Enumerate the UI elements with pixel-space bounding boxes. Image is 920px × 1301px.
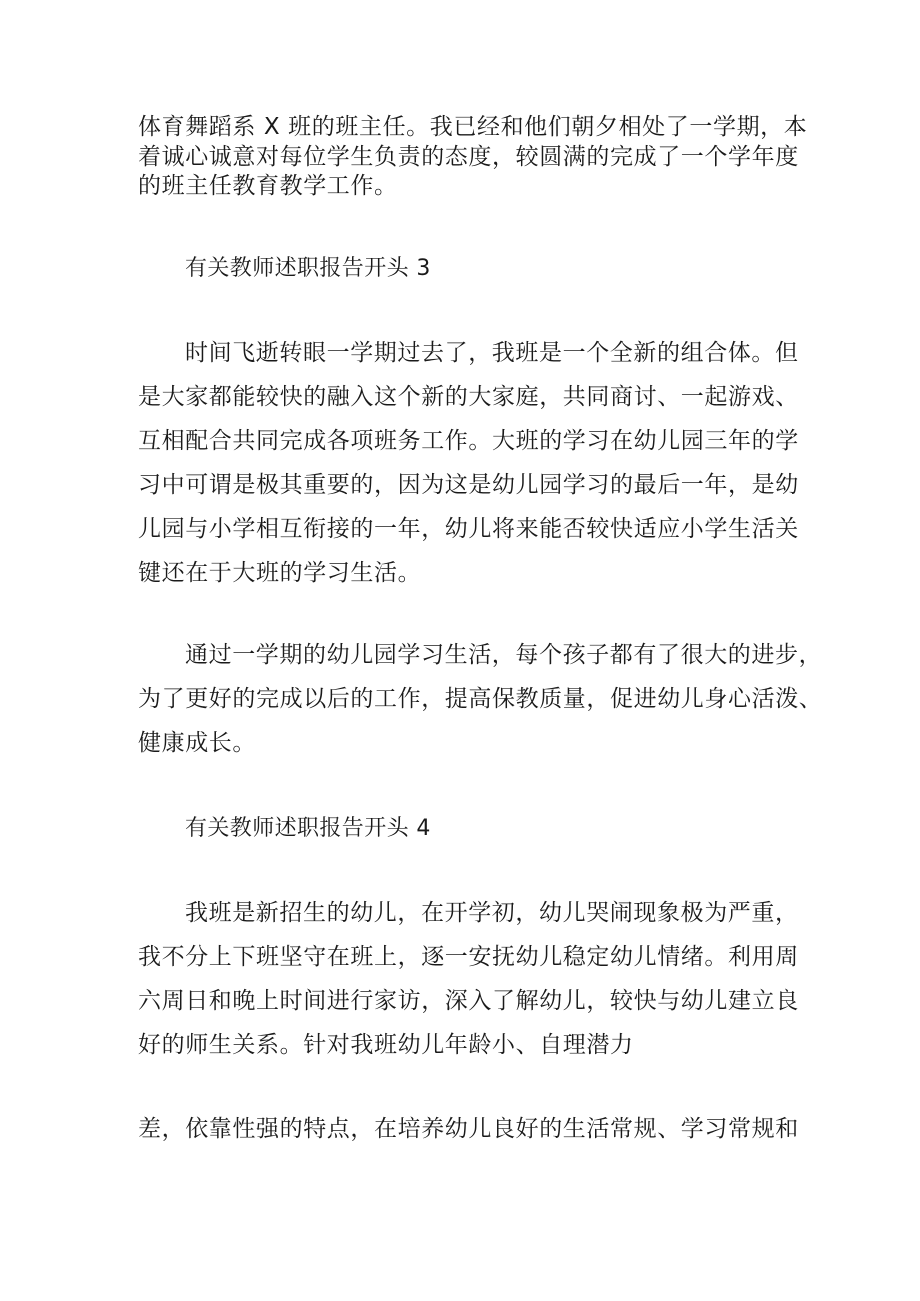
paragraph-line: 我班是新招生的幼儿，在开学初，幼儿哭闹现象极为严重， [185,900,799,926]
section-heading: 有关教师述职报告开头 3 [185,256,431,281]
paragraph-line: 差，依靠性强的特点，在培养幼儿良好的生活常规、学习常规和 [138,1116,799,1142]
paragraph-line: 好的师生关系。针对我班幼儿年龄小、自理潜力 [138,1032,634,1058]
paragraph-line: 键还在于大班的学习生活。 [138,560,422,586]
paragraph-line: 六周日和晚上时间进行家访，深入了解幼儿，较快与幼儿建立良 [138,988,799,1014]
paragraph-line: 通过一学期的幼儿园学习生活，每个孩子都有了很大的进步， [185,642,823,668]
paragraph-line: 为了更好的完成以后的工作，提高保教质量，促进幼儿身心活泼、 [138,686,823,712]
paragraph-line: 是大家都能较快的融入这个新的大家庭，共同商讨、一起游戏、 [138,384,799,410]
paragraph-line: 我不分上下班坚守在班上，逐一安抚幼儿稳定幼儿情绪。利用周 [138,944,799,970]
paragraph-line: 体育舞蹈系 X 班的班主任。我已经和他们朝夕相处了一学期，本 [138,114,808,140]
paragraph-line: 儿园与小学相互衔接的一年，幼儿将来能否较快适应小学生活关 [138,516,799,542]
paragraph-line: 时间飞逝转眼一学期过去了，我班是一个全新的组合体。但 [185,340,799,366]
paragraph-line: 着诚心诚意对每位学生负责的态度，较圆满的完成了一个学年度 [138,144,799,170]
paragraph-line: 习中可谓是极其重要的，因为这是幼儿园学习的最后一年，是幼 [138,472,799,498]
paragraph-line: 健康成长。 [138,730,256,756]
section-heading: 有关教师述职报告开头 4 [185,816,431,841]
paragraph-line: 的班主任教育教学工作。 [138,173,398,199]
paragraph-line: 互相配合共同完成各项班务工作。大班的学习在幼儿园三年的学 [138,428,799,454]
